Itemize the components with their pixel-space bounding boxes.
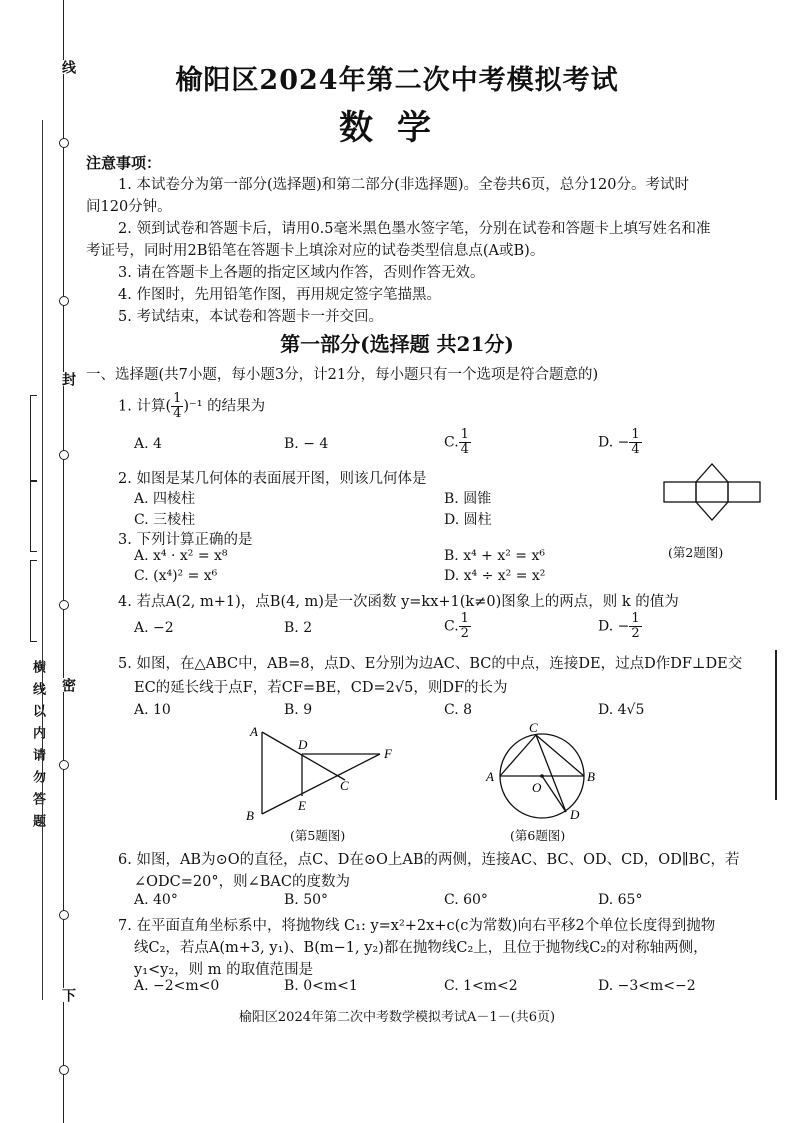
binding-line-outer	[42, 120, 43, 1000]
q1-option-d	[598, 428, 642, 457]
subject-title: 数学	[339, 108, 455, 148]
q2-option-a: A. 四棱柱	[134, 491, 196, 507]
q7-option-a: A. −2<m<0	[134, 978, 220, 994]
question-5-stem-line1: 5. 如图，在△ABC中，AB=8，点D、E分别为边AC、BC的中点，连接DE，过点D作DF⊥DE交	[118, 656, 743, 672]
page-footer: 榆阳区2024年第二次中考数学模拟考试A－1－(共6页)	[238, 1010, 556, 1025]
question-5-stem-line2: EC的延长线于点F，若CF=BE，CD=2√5，则DF的长为	[134, 680, 508, 696]
q4-d-label: D. −	[598, 618, 630, 635]
fig5-label-b: B	[246, 808, 254, 822]
fig6-center-dot	[540, 774, 544, 778]
right-edge-line	[775, 650, 777, 800]
fig6-label-b: B	[587, 769, 595, 784]
notes-heading: 注意事项：	[86, 154, 162, 172]
binding-bracket	[30, 480, 37, 552]
binding-seal-text: 横线以内请勿答题	[30, 660, 45, 836]
fig5-label-f: F	[384, 746, 392, 761]
q4-c-den: 2	[460, 626, 469, 641]
q1-d-frac	[629, 428, 641, 457]
question-7-stem-line1: 7. 在平面直角坐标系中，将抛物线 C₁: y=x²+2x+c(c为常数)向右平移2个单位长度得到抛物	[118, 918, 716, 934]
q4-d-num: 1	[631, 611, 640, 626]
fig6-label-d: D	[570, 807, 580, 822]
q1-stem-b: )⁻¹ 的结果为	[183, 398, 266, 415]
q1-c-num: 1	[460, 427, 469, 442]
fig6-label-a: A	[486, 769, 494, 784]
q1-option-b: B. − 4	[284, 436, 329, 452]
binding-char-seal: 封	[60, 372, 76, 386]
q3-option-b: B. x⁴ + x² = x⁶	[444, 548, 545, 564]
q1-d-num: 1	[631, 427, 640, 442]
note-line: 4. 作图时，先用铅笔作图，再用规定签字笔描黑。	[118, 287, 441, 303]
note-line: 1. 本试卷分为第一部分(选择题)和第二部分(非选择题)。全卷共6页，总分120分。考试时	[118, 177, 689, 193]
exam-title: 榆阳区2024年第二次中考模拟考试	[175, 65, 619, 96]
q1-c-den: 4	[460, 442, 469, 457]
binding-circle	[59, 296, 69, 306]
q1-option-a: A. 4	[134, 436, 162, 452]
binding-char-down: 下	[60, 988, 76, 1002]
q2-caption: (第2题图)	[668, 545, 724, 560]
binding-bracket	[30, 395, 37, 482]
q1-stem-a: 1. 计算(	[118, 398, 172, 415]
q4-d-frac	[629, 612, 641, 641]
q5-caption: (第5题图)	[290, 828, 346, 843]
question-6-stem-line1: 6. 如图，AB为⊙O的直径，点C、D在⊙O上AB的两侧，连接AC、BC、OD、CD，OD∥BC，若	[118, 852, 740, 868]
q7-option-c: C. 1<m<2	[444, 978, 518, 994]
q1-frac-den: 4	[173, 406, 182, 421]
binding-circle	[59, 450, 69, 460]
q4-option-a: A. −2	[134, 620, 174, 636]
q2-option-b: B. 圆锥	[444, 491, 492, 507]
q6-circle-figure	[484, 720, 604, 825]
note-line: 2. 领到试卷和答题卡后，请用0.5毫米黑色墨水签字笔，分别在试卷和答题卡上填写姓名和准	[118, 221, 711, 237]
q1-fraction	[171, 392, 183, 421]
fig6-label-c: C	[529, 720, 538, 735]
note-line: 3. 请在答题卡上各题的指定区域内作答，否则作答无效。	[118, 265, 485, 281]
binding-circle	[59, 600, 69, 610]
q5-triangle-figure	[240, 722, 400, 822]
q6-option-a: A. 40°	[134, 892, 178, 908]
q7-option-b: B. 0<m<1	[284, 978, 358, 994]
binding-circle	[59, 1065, 69, 1075]
question-4-stem: 4. 若点A(2, m+1)，点B(4, m)是一次函数 y=kx+1(k≠0)图象上的两点，则 k 的值为	[118, 594, 679, 610]
q3-option-c: C. (x⁴)² = x⁶	[134, 568, 218, 584]
note-line: 间120分钟。	[86, 199, 172, 215]
q1-d-label: D. −	[598, 434, 630, 451]
fig5-label-d: D	[298, 737, 308, 752]
q2-net-figure	[660, 462, 765, 524]
q4-option-c	[444, 612, 471, 641]
question-7-stem-line3: y₁<y₂，则 m 的取值范围是	[134, 962, 314, 978]
question-2-stem: 2. 如图是某几何体的表面展开图，则该几何体是	[118, 471, 427, 487]
q4-c-frac	[459, 612, 471, 641]
q5-option-c: C. 8	[444, 702, 473, 718]
q3-option-d: D. x⁴ ÷ x² = x²	[444, 568, 546, 584]
fig5-label-c: C	[340, 778, 349, 793]
q5-option-b: B. 9	[284, 702, 313, 718]
section-instructions: 一、选择题(共7小题，每小题3分，计21分，每小题只有一个选项是符合题意的)	[86, 367, 599, 383]
q1-d-den: 4	[631, 442, 640, 457]
question-1-stem	[118, 392, 265, 421]
binding-line	[63, 0, 64, 1123]
q2-option-c: C. 三棱柱	[134, 512, 196, 528]
q4-c-num: 1	[460, 611, 469, 626]
q1-option-c	[444, 428, 471, 457]
binding-char-line: 线	[60, 60, 76, 74]
question-7-stem-line2: 线C₂，若点A(m+3, y₁)、B(m−1, y₂)都在抛物线C₂上，且位于抛物线C₂的对称轴两侧，	[134, 940, 708, 956]
q7-option-d: D. −3<m<−2	[598, 978, 696, 994]
q6-caption: (第6题图)	[510, 828, 566, 843]
q1-c-label: C.	[444, 434, 459, 451]
q4-option-d	[598, 612, 642, 641]
q1-c-frac	[459, 428, 471, 457]
q4-c-label: C.	[444, 618, 459, 635]
q3-option-a: A. x⁴ · x² = x⁸	[134, 548, 228, 564]
q1-frac-num: 1	[173, 391, 182, 406]
question-6-stem-line2: ∠ODC=20°，则∠BAC的度数为	[134, 874, 350, 890]
note-line: 5. 考试结束，本试卷和答题卡一并交回。	[118, 309, 383, 325]
binding-char-dense: 密	[60, 678, 76, 692]
binding-bracket	[30, 560, 37, 642]
q4-d-den: 2	[631, 626, 640, 641]
binding-circle	[59, 760, 69, 770]
section-title: 第一部分(选择题 共21分)	[280, 332, 514, 356]
q2-option-d: D. 圆柱	[444, 512, 492, 528]
q4-option-b: B. 2	[284, 620, 313, 636]
note-line: 考证号，同时用2B铅笔在答题卡上填涂对应的试卷类型信息点(A或B)。	[86, 243, 545, 259]
q6-option-b: B. 50°	[284, 892, 329, 908]
q5-option-d: D. 4√5	[598, 702, 645, 718]
fig6-label-o: O	[532, 780, 542, 795]
q6-option-d: D. 65°	[598, 892, 643, 908]
binding-circle	[59, 910, 69, 920]
fig5-label-a: A	[250, 724, 258, 739]
q6-option-c: C. 60°	[444, 892, 488, 908]
question-3-stem: 3. 下列计算正确的是	[118, 532, 253, 548]
q5-option-a: A. 10	[134, 702, 171, 718]
fig5-label-e: E	[298, 798, 306, 813]
